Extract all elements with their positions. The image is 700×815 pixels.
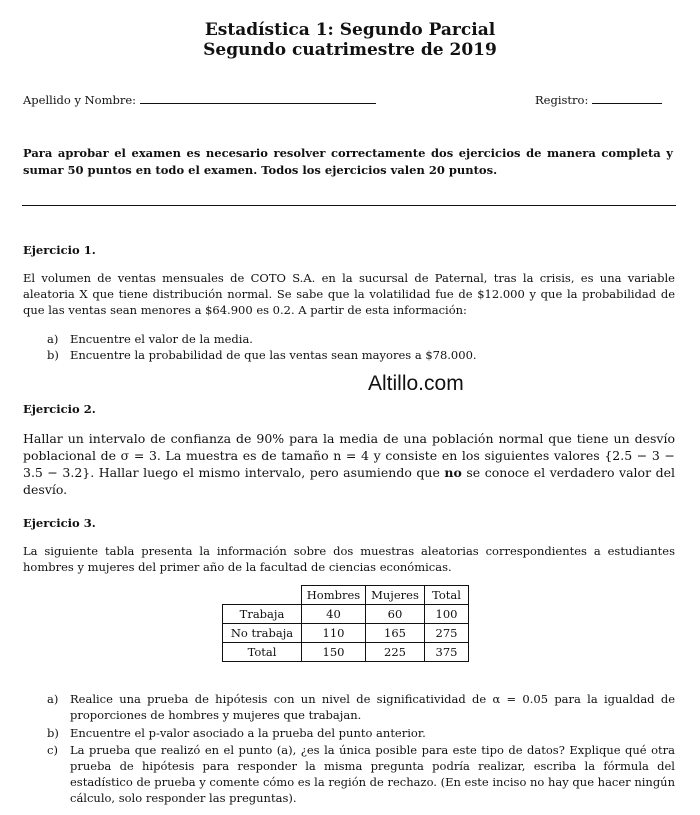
table-cell: 225 (366, 643, 425, 662)
table-cell: 60 (366, 605, 425, 624)
ejercicio-2-statement (23, 430, 675, 498)
ejercicio-3-item-a (47, 691, 675, 723)
column-header: Total (425, 586, 469, 605)
column-header: Mujeres (366, 586, 425, 605)
table-cell: 40 (302, 605, 366, 624)
table-corner-cell (223, 586, 302, 605)
item-label: b) (47, 348, 59, 362)
item-text: Encuentre el valor de la media. (70, 332, 253, 346)
column-header: Hombres (302, 586, 366, 605)
table-cell: 100 (425, 605, 469, 624)
registro-field-row (535, 92, 662, 107)
contingency-table (222, 585, 469, 662)
item-text: Realice una prueba de hipótesis con un nivel de significatividad de α = 0.05 para la igualdad de proporciones de hombres y mujeres que trabajan. (70, 692, 675, 722)
table-cell: 275 (425, 624, 469, 643)
exam-title: Estadística 1: Segundo Parcial (204, 20, 496, 40)
registro-label: Registro: (535, 93, 589, 107)
name-label: Apellido y Nombre: (23, 93, 137, 107)
row-header: Trabaja (223, 605, 302, 624)
table-cell: 110 (302, 624, 366, 643)
ejercicio-1-item-b (47, 347, 675, 363)
row-header: Total (223, 643, 302, 662)
item-label: a) (47, 692, 59, 706)
table-row (223, 643, 469, 662)
separator-rule (22, 205, 676, 206)
ejercicio-2-emphasis: no (444, 465, 462, 480)
item-label: c) (47, 743, 58, 757)
item-text: Encuentre la probabilidad de que las ventas sean mayores a $78.000. (70, 348, 477, 362)
table-header-row (223, 586, 469, 605)
ejercicio-1-statement: El volumen de ventas mensuales de COTO S.A. en la sucursal de Paternal, tras la crisis, es una variable aleatoria X que tiene distribución normal. Se sabe que la volatilidad fue de $12.000 y que la probabilidad de que las ventas sean menores a $64.900 es 0.2. A partir de esta información: (23, 271, 675, 317)
name-blank-line (140, 92, 376, 104)
table-cell: 375 (425, 643, 469, 662)
item-label: a) (47, 332, 59, 346)
ejercicio-2-text-part1: Hallar un intervalo de confianza de 90% para la media de una población normal que tiene un desvío poblacional de σ = 3. La muestra es de tamaño n = 4 y consiste en los siguientes valores {2.5 − 3 − 3.5 − 3.2}. Hallar luego el mismo intervalo, pero asumiendo que (23, 431, 675, 480)
exam-instructions: Para aprobar el examen es necesario resolver correctamente dos ejercicios de manera completa y sumar 50 puntos en todo el examen. Todos los ejercicios valen 20 puntos. (23, 146, 673, 177)
ejercicio-2-text-part2: se conoce el verdadero valor del desvío. (23, 465, 675, 497)
row-header: No trabaja (223, 624, 302, 643)
item-text: Encuentre el p-valor asociado a la prueba del punto anterior. (70, 726, 426, 740)
ejercicio-3-statement: La siguiente tabla presenta la información sobre dos muestras aleatorias correspondientes a estudiantes hombres y mujeres del primer año de la facultad de ciencias económicas. (23, 544, 675, 574)
ejercicio-1-heading: Ejercicio 1. (23, 243, 96, 257)
name-field-row (23, 92, 376, 107)
item-label: b) (47, 726, 59, 740)
table-cell: 165 (366, 624, 425, 643)
ejercicio-3-heading: Ejercicio 3. (23, 516, 96, 530)
ejercicio-2-heading: Ejercicio 2. (23, 402, 96, 416)
table-row (223, 605, 469, 624)
altillo-watermark: Altillo.com (368, 372, 464, 395)
ejercicio-1-item-a (47, 331, 675, 347)
registro-blank-line (592, 92, 662, 104)
table-cell: 150 (302, 643, 366, 662)
table-row (223, 624, 469, 643)
ejercicio-3-item-c (47, 742, 675, 806)
item-text: La prueba que realizó en el punto (a), ¿es la única posible para este tipo de datos? Explique qué otra prueba de hipótesis para responder la misma pregunta podría realizar, escriba la fórmula del estadístico de prueba y comente cómo es la región de rechazo. (En este inciso no hay que hacer ningún cálculo, solo responder las preguntas). (70, 743, 675, 805)
exam-subtitle: Segundo cuatrimestre de 2019 (203, 40, 497, 60)
ejercicio-3-item-b (47, 725, 675, 741)
